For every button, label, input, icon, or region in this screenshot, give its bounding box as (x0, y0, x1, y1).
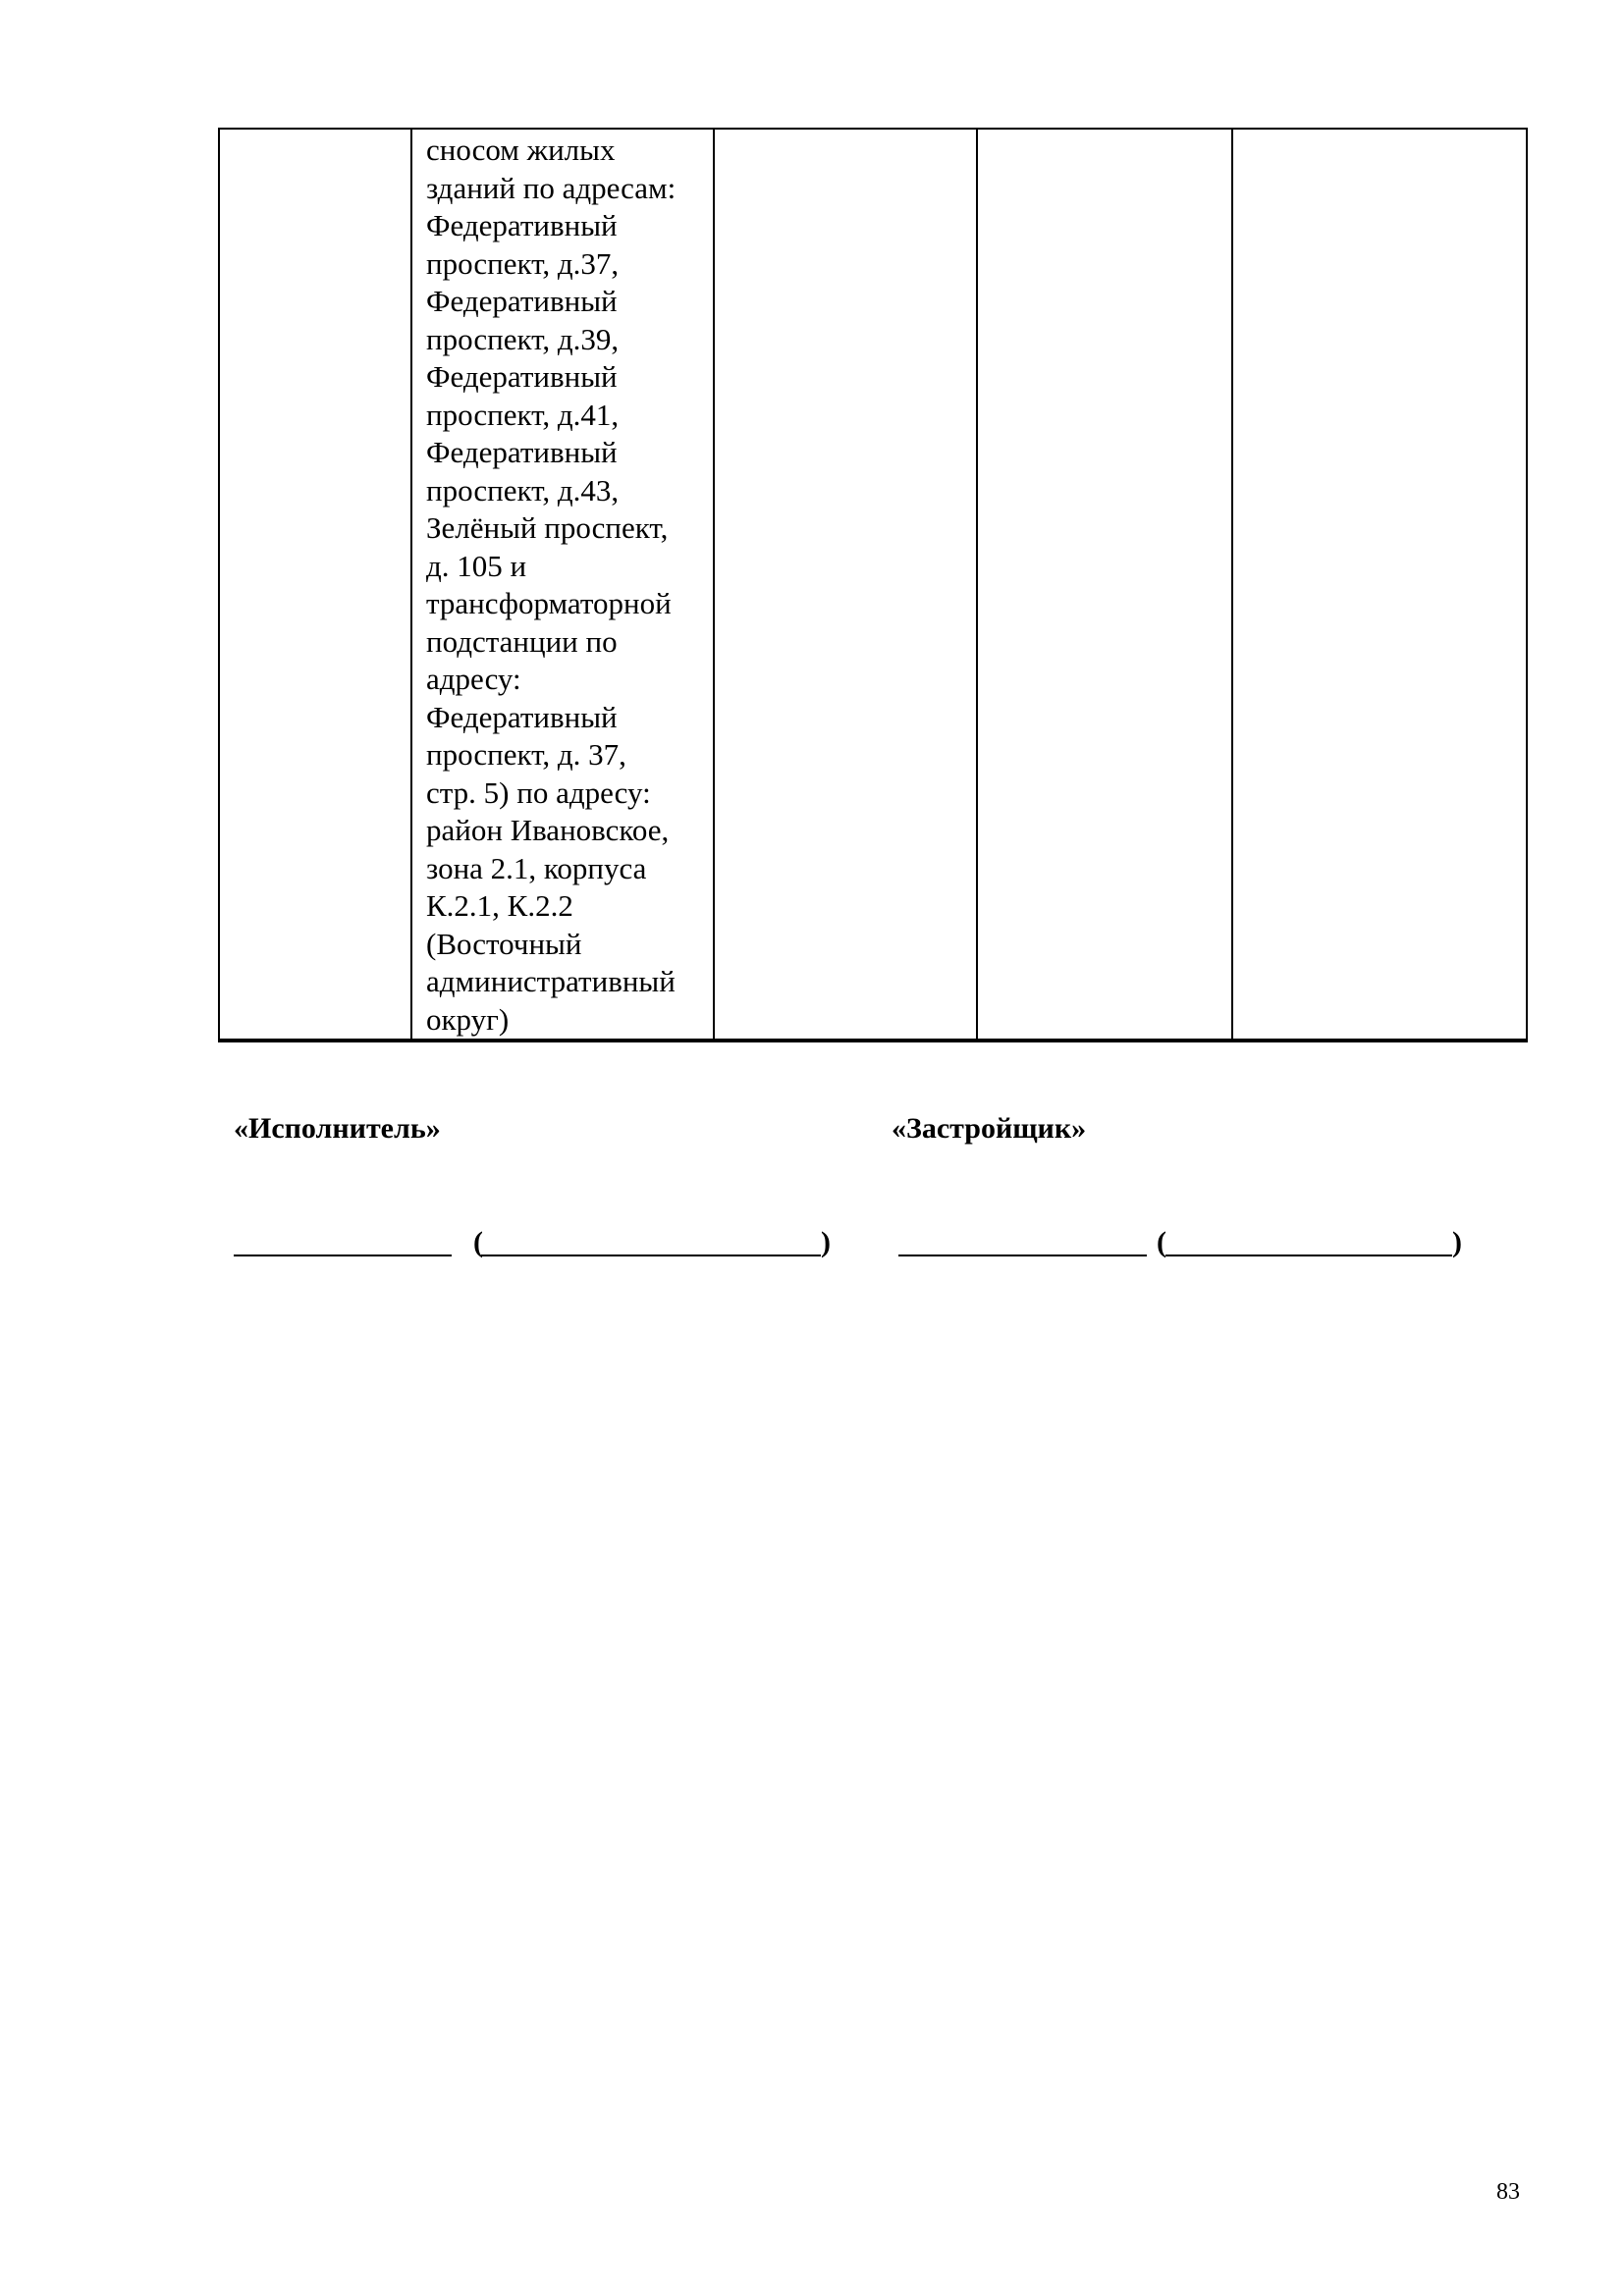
cell-line: (Восточный (426, 926, 582, 961)
table-cell-empty (714, 129, 977, 1041)
developer-signature-line[interactable] (898, 1255, 1147, 1256)
executor-signature-line[interactable] (234, 1255, 452, 1256)
table-row (219, 129, 1527, 1041)
page-number: 83 (1496, 2179, 1520, 2205)
cell-line: зданий по адресам: (426, 170, 677, 205)
table-cell-empty (1232, 129, 1527, 1041)
cell-line: трансформаторной (426, 586, 672, 620)
cell-line: стр. 5) по адресу: (426, 774, 651, 810)
cell-line: адресу: (426, 662, 521, 696)
cell-line: Федеративный (426, 435, 618, 469)
executor-label: «Исполнитель» (234, 1112, 441, 1145)
developer-close-paren: ) (1452, 1226, 1462, 1258)
table-cell-empty (977, 129, 1232, 1041)
cell-line: Федеративный (426, 699, 618, 734)
cell-line: сносом жилых (426, 133, 616, 167)
table-cell-object-description (411, 129, 714, 1041)
table-cell-empty (219, 129, 411, 1041)
cell-line: Федеративный (426, 359, 618, 394)
cell-line: д. 105 и (426, 548, 527, 583)
object-description-text (412, 130, 713, 1039)
cell-line: подстанции по (426, 623, 618, 659)
cell-line: округ) (426, 1001, 510, 1037)
cell-line: район Ивановское, (426, 813, 670, 847)
developer-signature-block (898, 1225, 1468, 1260)
data-table (218, 128, 1528, 1042)
cell-line: проспект, д. 37, (426, 737, 626, 772)
developer-open-paren: ( (1157, 1226, 1166, 1258)
cell-line: К.2.1, К.2.2 (426, 888, 573, 923)
executor-signature-block (234, 1225, 833, 1260)
developer-name-line[interactable] (1165, 1255, 1452, 1256)
executor-name-line[interactable] (481, 1255, 821, 1256)
cell-line: Федеративный (426, 208, 618, 242)
cell-line: проспект, д.37, (426, 245, 620, 281)
cell-line: проспект, д.39, (426, 321, 620, 356)
cell-line: административный (426, 964, 676, 998)
executor-open-paren: ( (473, 1226, 483, 1258)
executor-close-paren: ) (821, 1226, 831, 1258)
cell-line: проспект, д.41, (426, 397, 620, 432)
cell-line: Федеративный (426, 284, 618, 318)
cell-line: зона 2.1, корпуса (426, 850, 647, 885)
cell-line: проспект, д.43, (426, 472, 620, 507)
cell-line: Зелёный проспект, (426, 510, 669, 545)
developer-label: «Застройщик» (892, 1112, 1087, 1145)
